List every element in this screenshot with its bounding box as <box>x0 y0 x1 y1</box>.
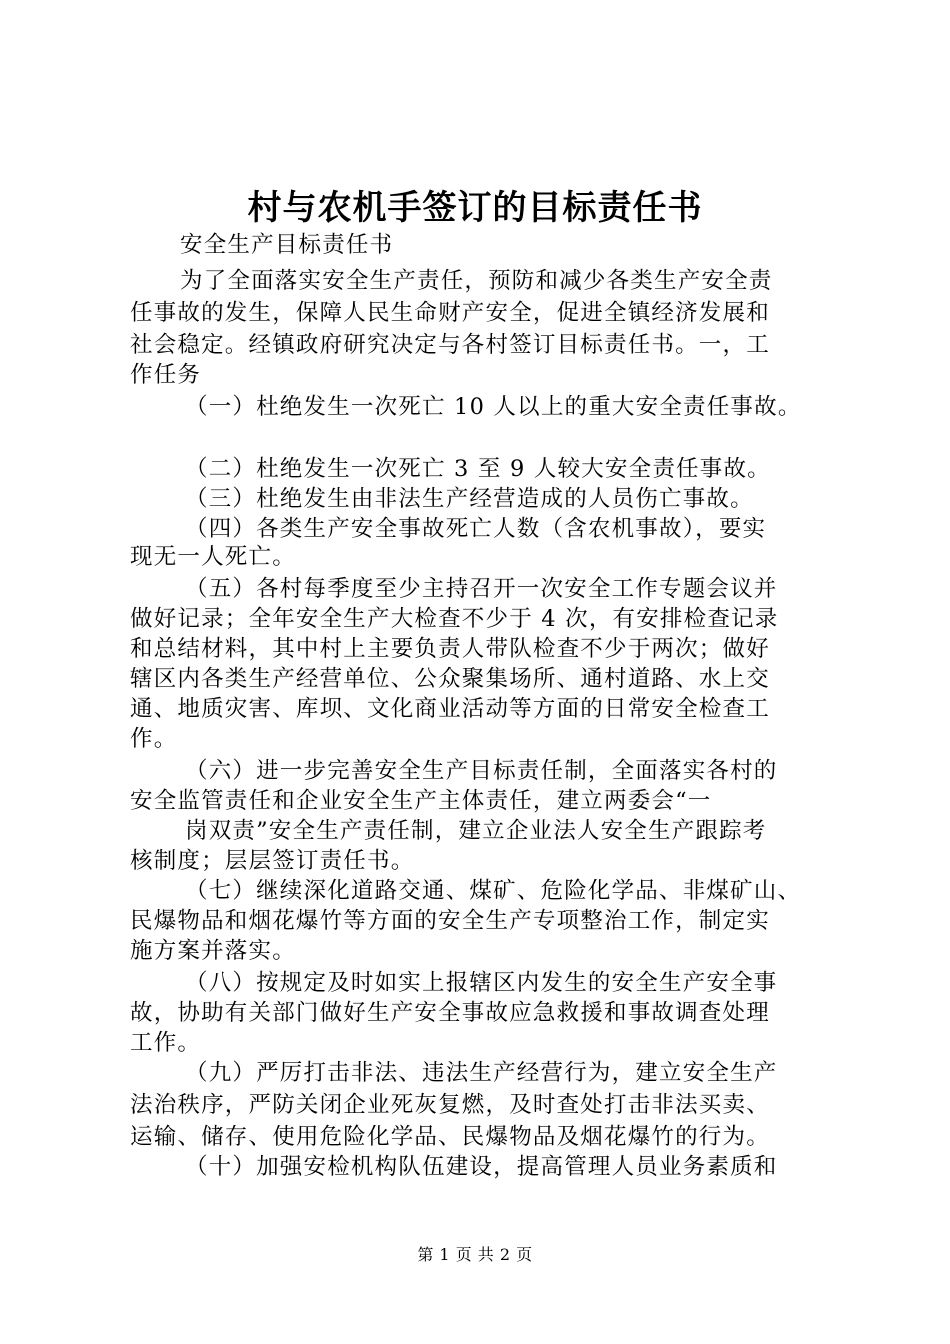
body-line: 现无一人死亡。 <box>130 544 296 570</box>
body-line: 作任务 <box>130 362 202 388</box>
body-line: 运输、储存、使用危险化学品、民爆物品及烟花爆竹的行为。 <box>130 1124 770 1150</box>
body-line: 安全监管责任和企业安全生产主体责任，建立两委会“一 <box>130 788 712 814</box>
body-line: 故，协助有关部门做好生产安全事故应急救援和事故调查处理 <box>130 1000 770 1026</box>
body-line: （二）杜绝发生一次死亡 3 至 9 人较大安全责任事故。 <box>185 456 771 482</box>
body-line: （一）杜绝发生一次死亡 10 人以上的重大安全责任事故。 <box>185 394 802 420</box>
body-line: （十）加强安检机构队伍建设，提高管理人员业务素质和 <box>185 1154 778 1180</box>
body-line: （三）杜绝发生由非法生产经营造成的人员伤亡事故。 <box>185 486 754 512</box>
body-line: （四）各类生产安全事故死亡人数（含农机事故），要实 <box>185 516 767 542</box>
body-line: 法治秩序，严防关闭企业死灰复燃，及时查处打击非法买卖、 <box>130 1092 770 1118</box>
body-line: 核制度；层层签订责任书。 <box>130 848 415 874</box>
body-line: （七）继续深化道路交通、煤矿、危险化学品、非煤矿山、 <box>185 878 802 904</box>
body-line: 岗双责”安全生产责任制，建立企业法人安全生产跟踪考 <box>185 818 767 844</box>
body-line: 和总结材料，其中村上主要负责人带队检查不少于两次；做好 <box>130 636 770 662</box>
body-line: （六）进一步完善安全生产目标责任制，全面落实各村的 <box>185 758 778 784</box>
body-line: 做好记录；全年安全生产大检查不少于 4 次，有安排检查记录 <box>130 606 779 632</box>
body-line: （九）严厉打击非法、违法生产经营行为，建立安全生产 <box>185 1060 778 1086</box>
body-line: 施方案并落实。 <box>130 938 296 964</box>
body-line: 民爆物品和烟花爆竹等方面的安全生产专项整治工作，制定实 <box>130 908 770 934</box>
page-footer: 第 1 页 共 2 页 <box>417 1245 533 1264</box>
body-line: （八）按规定及时如实上报辖区内发生的安全生产安全事 <box>185 970 778 996</box>
body-line: 安全生产目标责任书 <box>180 232 394 258</box>
body-line: 作。 <box>130 726 178 752</box>
document-title: 村与农机手签订的目标责任书 <box>247 188 703 228</box>
body-line: 为了全面落实安全生产责任，预防和减少各类生产安全责 <box>180 268 773 294</box>
body-line: 工作。 <box>130 1030 202 1056</box>
body-line: 辖区内各类生产经营单位、公众聚集场所、通村道路、水上交 <box>130 666 770 692</box>
body-line: （五）各村每季度至少主持召开一次安全工作专题会议并 <box>185 576 778 602</box>
body-line: 任事故的发生，保障人民生命财产安全，促进全镇经济发展和 <box>130 300 770 326</box>
body-line: 通、地质灾害、库坝、文化商业活动等方面的日常安全检查工 <box>130 696 770 722</box>
body-line: 社会稳定。经镇政府研究决定与各村签订目标责任书。一，工 <box>130 332 770 358</box>
